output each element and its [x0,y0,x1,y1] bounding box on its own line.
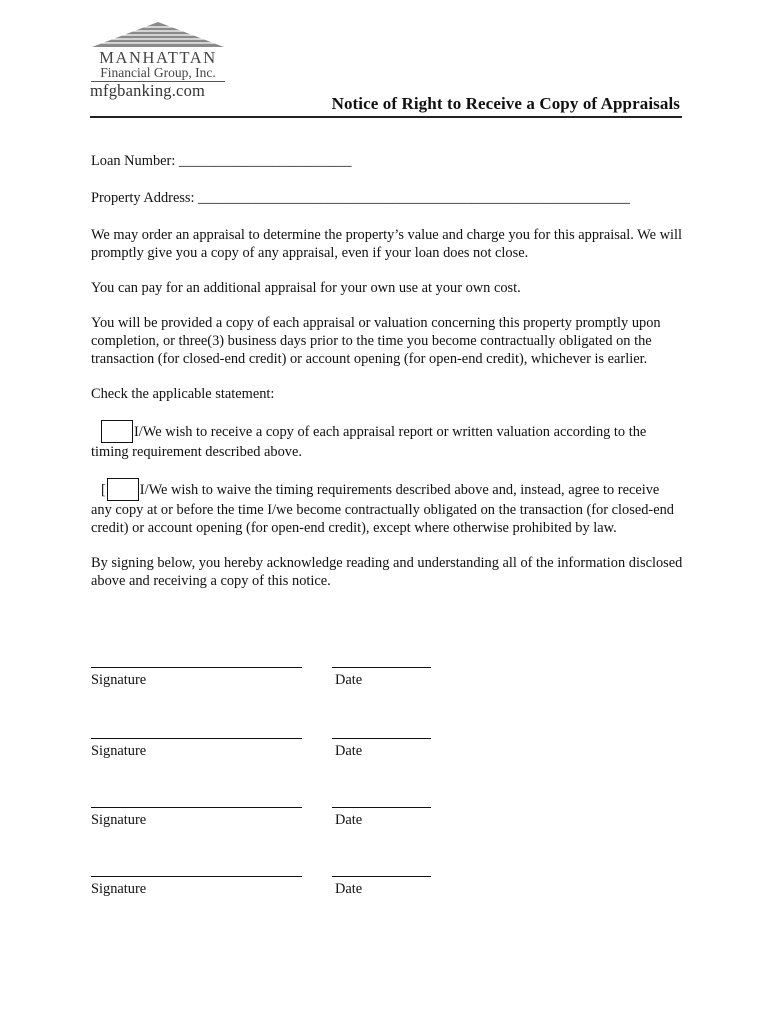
document-body [91,152,683,607]
company-logo [88,20,228,100]
signature-line[interactable] [91,738,302,739]
option-receive-copy [91,420,683,461]
logo-company-name: MANHATTAN [99,48,217,67]
option-receive-copy-text: I/We wish to receive a copy of each appraisal report or written valuation according to the timing requirement described above. [91,424,647,460]
appraisal-charge-paragraph: We may order an appraisal to determine the property’s value and charge you for this appraisal. We will promptly give you a copy of any appraisal, even if your loan does not close. [91,227,682,261]
date-line[interactable] [332,807,431,808]
date-label: Date [335,881,363,897]
logo-website: mfgbanking.com [90,81,206,100]
copy-timing-paragraph: You will be provided a copy of each appraisal or valuation concerning this property promptly upon completion, or three(3) business days prior to the time you become contractually obligated on the transaction (for closed-end credit) or account opening (for open-end credit), whichever is earlier. [91,315,661,367]
signature-line[interactable] [91,876,302,877]
option-waive-timing-text: I/We wish to waive the timing requirements described above and, instead, agree to receive any copy at or before the time I/we become contractually obligated on the transaction (for closed-end credit) or account opening (for open-end credit), except where otherwise prohibited by law. [91,482,674,536]
waive-timing-checkbox[interactable] [107,478,139,501]
building-roof-icon [88,20,228,48]
option-waive-timing [91,478,683,537]
signature-line[interactable] [91,807,302,808]
date-label: Date [335,672,363,688]
bracket-mark: [ [101,482,106,498]
check-heading: Check the applicable statement: [91,386,275,402]
acknowledgement-paragraph: By signing below, you hereby acknowledge reading and understanding all of the information disclosed above and receiving a copy of this notice. [91,555,683,589]
receive-copy-checkbox[interactable] [101,420,133,443]
signature-label: Signature [91,881,147,897]
logo-company-subtitle: Financial Group, Inc. [91,66,225,82]
date-line[interactable] [332,876,431,877]
signature-label: Signature [91,812,147,828]
signature-line[interactable] [91,667,302,668]
page-title: Notice of Right to Receive a Copy of Appraisals [331,94,680,113]
signature-label: Signature [91,672,147,688]
date-label: Date [335,743,363,759]
additional-appraisal-paragraph: You can pay for an additional appraisal for your own use at your own cost. [91,280,521,296]
title-divider [90,116,682,118]
date-line[interactable] [332,667,431,668]
signature-label: Signature [91,743,147,759]
loan-number-field[interactable]: Loan Number: ________________________ [91,153,352,169]
property-address-field[interactable]: Property Address: ____________________________________________________________ [91,190,630,206]
date-label: Date [335,812,363,828]
date-line[interactable] [332,738,431,739]
